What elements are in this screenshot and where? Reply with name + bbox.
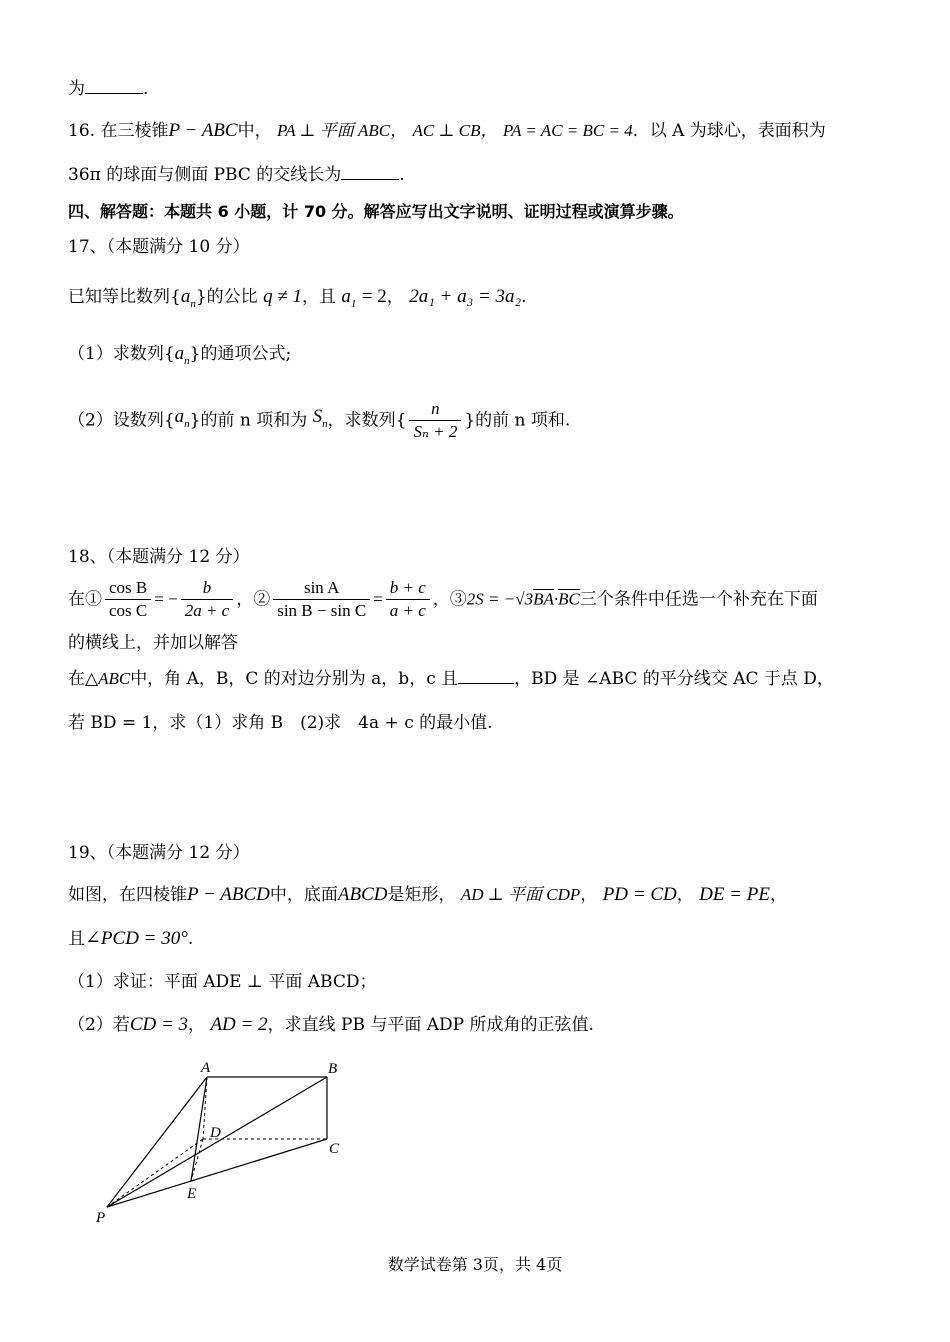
q17-header: 17、（本题满分 10 分） [68, 237, 250, 257]
q18-line2: 的横线上，并加以解答 [68, 633, 238, 653]
fraction: $\frac{\text{sin A}}{\text{sin B − sin C}}$ [273, 577, 370, 622]
q15-tail: 为 . [68, 79, 149, 99]
q18-conditions: 在① $\frac{\text{cos B}}{\text{cos C}}$ = − $\frac{b}{2a + c}$ ，② $\frac{\text{sin A}}{\text{sin B − sin C}}$ = $\frac{b + c}{a + c}$ ，③2S = $-√3\overline{BA}\cdot\overline{BC}$三个条件中任选一个补充在下面 [68, 578, 818, 620]
fraction: $\frac{b}{2a + c}$ [181, 577, 234, 622]
q16-line2: 36π 的球面与侧面 PBC 的交线长为 . [68, 165, 405, 185]
q17-part1: （1）求数列$\{a_n\}$的通项公式; [68, 343, 292, 367]
pyramid-figure [90, 1055, 360, 1225]
section-heading: 四、解答题：本题共 6 小题，计 70 分。解答应写出文字说明、证明过程或演算步骤。 [68, 202, 684, 221]
label-a: A [201, 1060, 211, 1076]
q17-part2: （2）设数列$\{a_n\}$的前 n 项和为 $S_n$，求数列{ $\frac{n}{\text{Sₙ + 2}}$ }的前 n 项和. [68, 399, 571, 441]
label-d: D [210, 1125, 221, 1141]
label-c: C [329, 1141, 340, 1157]
label-b: B [328, 1061, 338, 1077]
fraction: $\frac{\text{cos B}}{\text{cos C}}$ [105, 577, 151, 622]
label-e: E [187, 1186, 197, 1202]
fraction: $\frac{b + c}{a + c}$ [386, 577, 430, 622]
q16-line1: 16. 在三棱锥P − ABC中， PA ⊥ 平面 ABC， AC ⊥ CB， PA = AC = BC = 4．以 A 为球心，表面积为 [68, 120, 826, 141]
answer-blank [341, 165, 399, 180]
q18-line3: 在△ABC中，角 A，B，C 的对边分别为 a，b，c 且 ，BD 是 ∠ABC 的平分线交 AC 于点 D， [68, 669, 834, 689]
q19-line2: 且∠PCD = 30°. [68, 928, 194, 949]
edge-pc [107, 1139, 327, 1207]
label-p: P [96, 1210, 106, 1225]
answer-blank [458, 669, 514, 684]
q17-stem: 已知等比数列$\{a_n\}$的公比 q ≠ 1，且 $a_1 = 2$， 2a₁ + a₃ = 3a₂. [68, 286, 527, 310]
q19-header: 19、（本题满分 12 分） [68, 843, 250, 863]
edge-pb [107, 1077, 327, 1207]
q18-header: 18、（本题满分 12 分） [68, 547, 250, 567]
q19-part1: （1）求证：平面 ADE ⊥ 平面 ABCD； [68, 972, 377, 992]
fraction: $\frac{n}{\text{Sₙ + 2}}$ [409, 398, 461, 443]
edge-ae [191, 1077, 207, 1181]
answer-blank [85, 79, 143, 94]
q19-line1: 如图，在四棱锥P − ABCD中，底面ABCD是矩形， AD ⊥ 平面 CDP， PD = CD， DE = PE， [68, 884, 788, 905]
q18-line4: 若 BD = 1，求（1）求角 B (2)求 4a + c 的最小值. [68, 713, 493, 733]
q19-part2: （2）若CD = 3， AD = 2，求直线 PB 与平面 ADP 所成角的正弦值. [68, 1014, 594, 1035]
page-footer: 数学试卷第 3页，共 4页 [387, 1255, 563, 1274]
